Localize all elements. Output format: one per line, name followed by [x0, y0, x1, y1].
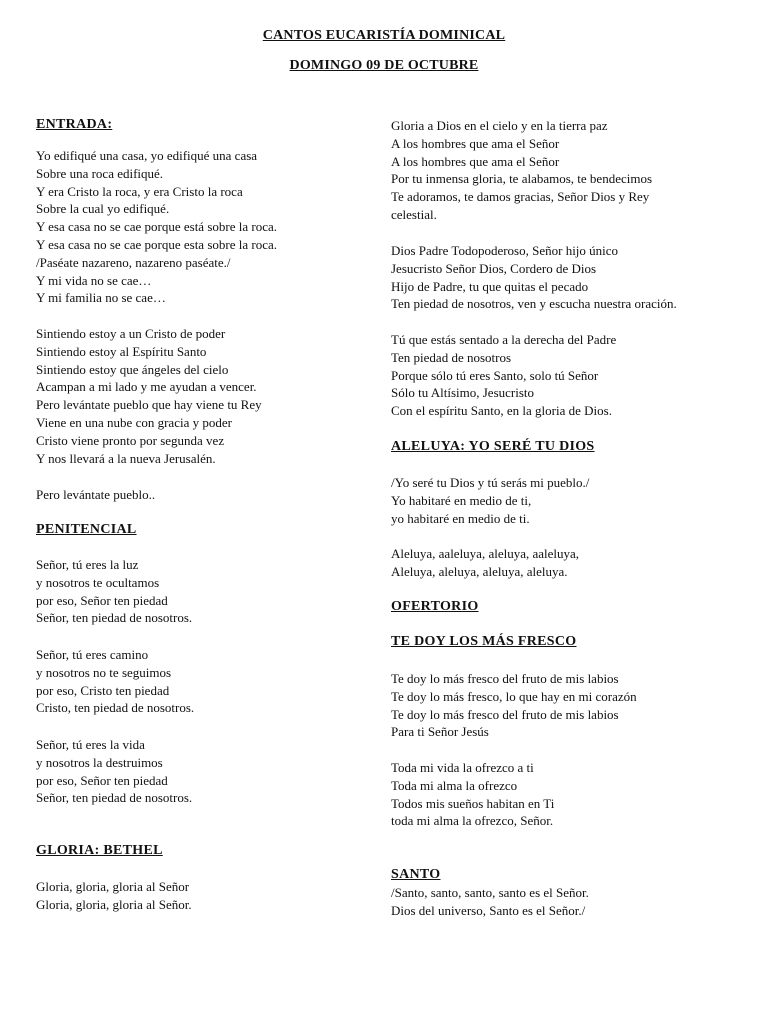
section-heading-santo: SANTO [391, 867, 441, 882]
lyric-line: Tú que estás sentado a la derecha del Padre [391, 332, 617, 347]
lyric-line: Por tu inmensa gloria, te alabamos, te bendecimos [391, 171, 653, 187]
lyric-line: Para ti Señor Jesús [391, 724, 489, 740]
lyric-line: Y era Cristo la roca, y era Cristo la roca [36, 183, 243, 199]
lyric-line: Te doy lo más fresco, lo que hay en mi corazón [391, 688, 637, 704]
lyric-line: Jesucristo Señor Dios, Cordero de Dios [391, 260, 597, 276]
lyric-line: Aleluya, aaleluya, aleluya, aaleluya, [391, 546, 580, 561]
lyric-line: Viene en una nube con gracia y poder [36, 414, 232, 430]
lyric-line: Aleluya, aleluya, aleluya, aleluya. [391, 563, 568, 579]
section-heading-fresco: TE DOY LOS MÁS FRESCO [391, 634, 577, 649]
gloria-verse-2 [391, 117, 741, 224]
entrada-verse-2 [36, 325, 366, 467]
penitencial-verse-3 [36, 736, 366, 807]
lyric-line: Pero levántate pueblo que hay viene tu Rey [36, 397, 262, 413]
lyric-line: A los hombres que ama el Señor [391, 153, 560, 169]
lyric-line: Señor, tú eres camino [36, 647, 149, 662]
lyric-line: Te doy lo más fresco del fruto de mis labios [391, 706, 619, 722]
lyric-line: Ten piedad de nosotros [391, 349, 512, 365]
lyric-line: Sintiendo estoy al Espíritu Santo [36, 343, 207, 359]
lyric-line: Y esa casa no se cae porque está sobre la roca. [36, 219, 277, 235]
lyric-line: y nosotros te ocultamos [36, 574, 160, 590]
lyric-line: Ten piedad de nosotros, ven y escucha nuestra oración. [391, 296, 677, 312]
lyric-line: Sobre una roca edifiqué. [36, 165, 164, 181]
lyric-line: Y mi vida no se cae… [36, 272, 152, 288]
entrada-verse-3 [36, 486, 366, 504]
lyric-line: Sintiendo estoy a un Cristo de poder [36, 326, 226, 341]
santo-verse-1 [391, 884, 741, 920]
fresco-verse-2 [391, 759, 741, 830]
lyric-line: por eso, Señor ten piedad [36, 772, 168, 788]
lyric-line: Yo habitaré en medio de ti, [391, 492, 532, 508]
aleluya-verse-1 [391, 474, 741, 527]
lyric-line: toda mi alma la ofrezco, Señor. [391, 813, 554, 829]
lyric-line: Con el espíritu Santo, en la gloria de Dios. [391, 403, 612, 419]
entrada-verse-1 [36, 147, 366, 307]
section-heading-gloria: GLORIA: BETHEL [36, 843, 163, 858]
lyric-line: Te adoramos, te damos gracias, Señor Dios y Rey [391, 189, 650, 205]
lyric-line: Acampan a mi lado y me ayudan a vencer. [36, 379, 257, 395]
lyric-line: Gloria a Dios en el cielo y en la tierra paz [391, 118, 608, 133]
lyric-line: Gloria, gloria, gloria al Señor. [36, 896, 192, 912]
lyric-line: Yo edifiqué una casa, yo edifiqué una casa [36, 148, 258, 163]
lyric-line: Cristo viene pronto por segunda vez [36, 432, 225, 448]
section-heading-aleluya: ALELUYA: YO SERÉ TU DIOS [391, 439, 595, 454]
page-title: CANTOS EUCARISTÍA DOMINICAL [262, 28, 506, 43]
lyric-line: yo habitaré en medio de ti. [391, 510, 530, 526]
gloria-verse-3 [391, 242, 741, 313]
lyric-line: por eso, Cristo ten piedad [36, 682, 170, 698]
section-heading-entrada: ENTRADA: [36, 117, 113, 132]
penitencial-verse-2 [36, 646, 366, 717]
lyric-line: Sobre la cual yo edifiqué. [36, 201, 170, 217]
section-heading-ofertorio: OFERTORIO [391, 599, 479, 614]
lyric-line: Sólo tu Altísimo, Jesucristo [391, 385, 535, 401]
lyric-line: Toda mi alma la ofrezco [391, 777, 518, 793]
lyric-line: por eso, Señor ten piedad [36, 592, 168, 608]
lyric-line: Hijo de Padre, tu que quitas el pecado [391, 278, 589, 294]
aleluya-verse-2 [391, 545, 741, 581]
lyric-line: y nosotros la destruimos [36, 754, 163, 770]
lyric-line: Señor, ten piedad de nosotros. [36, 790, 193, 806]
gloria-verse-1 [36, 878, 366, 914]
lyric-line: celestial. [391, 206, 437, 222]
lyric-line: Señor, tú eres la vida [36, 737, 145, 752]
lyric-line: Señor, tú eres la luz [36, 557, 139, 572]
lyric-line: Pero levántate pueblo.. [36, 487, 156, 502]
lyric-line: Y mi familia no se cae… [36, 290, 166, 306]
lyric-line: Gloria, gloria, gloria al Señor [36, 879, 190, 894]
lyric-line: Sintiendo estoy que ángeles del cielo [36, 361, 229, 377]
lyric-line: Dios Padre Todopoderoso, Señor hijo único [391, 243, 619, 258]
lyric-line: Te doy lo más fresco del fruto de mis labios [391, 671, 619, 686]
lyric-line: Porque sólo tú eres Santo, solo tú Señor [391, 367, 599, 383]
lyric-line: Y esa casa no se cae porque esta sobre la roca. [36, 236, 277, 252]
lyric-line: A los hombres que ama el Señor [391, 135, 560, 151]
penitencial-verse-1 [36, 556, 366, 627]
lyric-line: /Santo, santo, santo, santo es el Señor. [391, 885, 589, 900]
section-heading-penitencial: PENITENCIAL [36, 522, 137, 537]
lyric-line: y nosotros no te seguimos [36, 664, 172, 680]
lyric-line: Y nos llevará a la nueva Jerusalén. [36, 450, 216, 466]
lyric-line: Toda mi vida la ofrezco a ti [391, 760, 534, 775]
gloria-verse-4 [391, 331, 741, 420]
fresco-verse-1 [391, 670, 741, 741]
lyric-line: Dios del universo, Santo es el Señor./ [391, 902, 586, 918]
lyric-line: Todos mis sueños habitan en Ti [391, 795, 555, 811]
lyric-line: /Paséate nazareno, nazareno paséate./ [36, 254, 231, 270]
lyric-line: /Yo seré tu Dios y tú serás mi pueblo./ [391, 475, 590, 490]
lyric-line: Cristo, ten piedad de nosotros. [36, 700, 195, 716]
lyric-line: Señor, ten piedad de nosotros. [36, 610, 193, 626]
page-subtitle: DOMINGO 09 DE OCTUBRE [289, 58, 479, 73]
